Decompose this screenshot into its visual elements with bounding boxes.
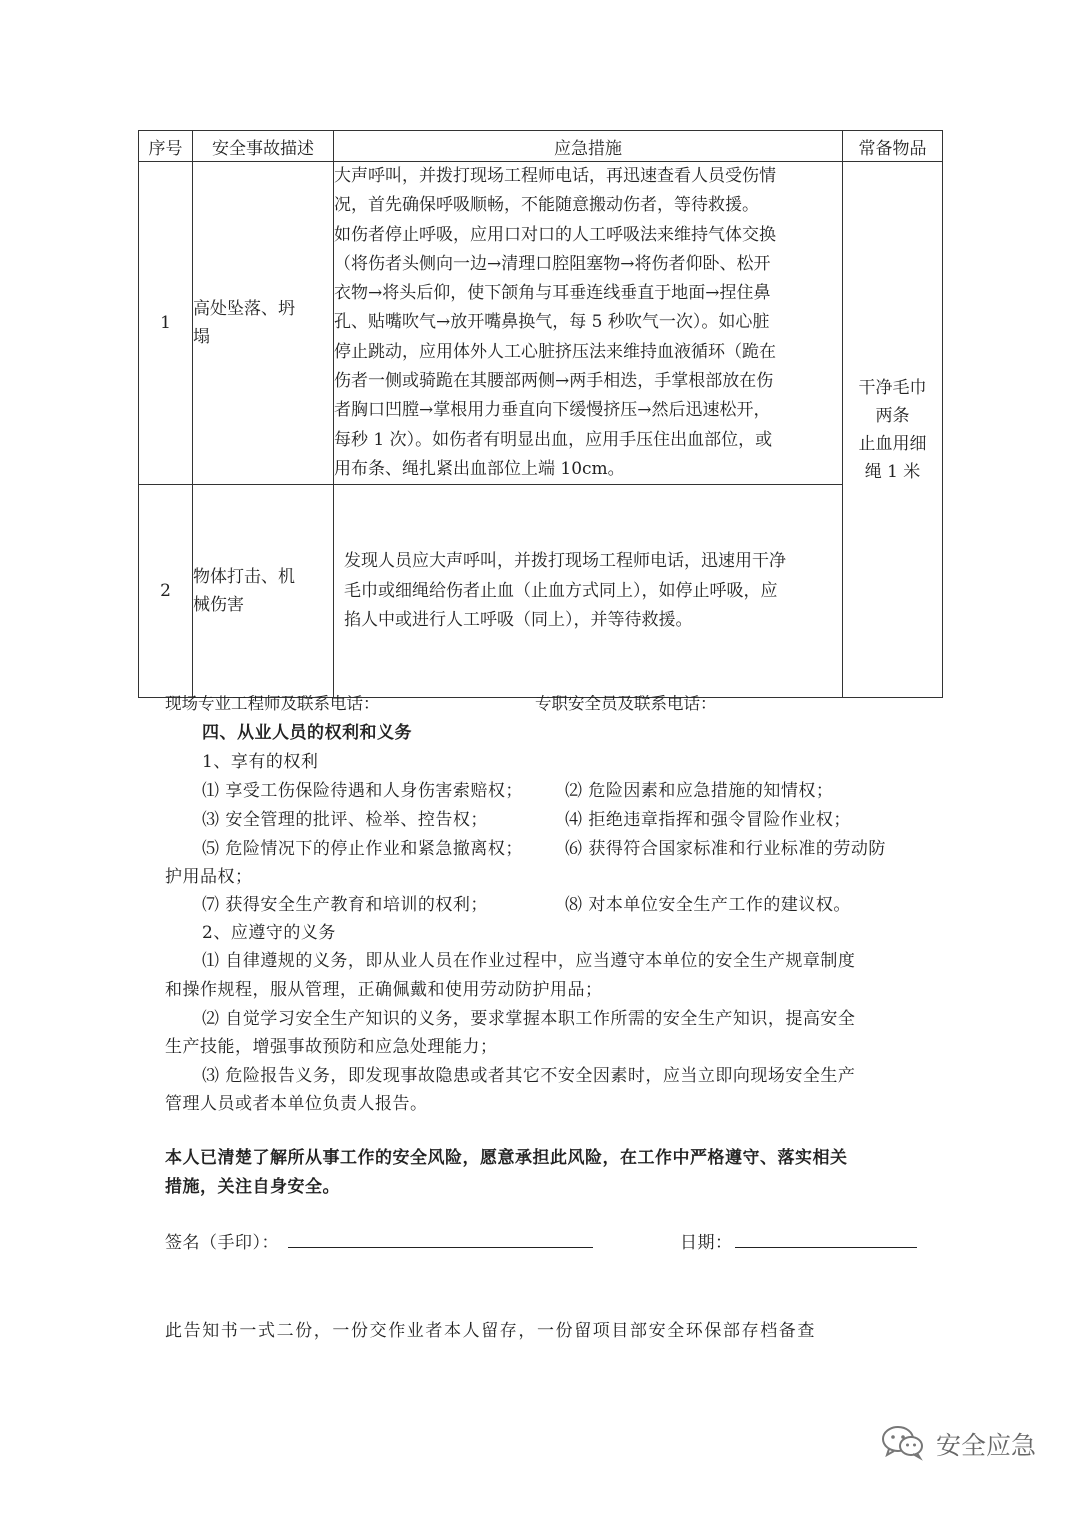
safety-officer-contact-label: 专职安全员及联系电话： [535, 694, 717, 713]
duty-item: ⑴ 自律遵规的义务，即从业人员在作业过程中，应当遵守本单位的安全生产规章制度 [202, 951, 856, 971]
duty-item-continued: 管理人员或者本单位负责人报告。 [165, 1094, 428, 1114]
row-1-description: 高处坠落、坍 塌 [193, 162, 334, 485]
duty-item-continued: 生产技能，增强事故预防和应急处理能力； [165, 1037, 498, 1057]
right-item: ⑸ 危险情况下的停止作业和紧急撤离权； [202, 839, 523, 859]
section-4-title: 四、从业人员的权利和义务 [202, 723, 412, 743]
date-label: 日期： [680, 1233, 733, 1253]
right-item: ⑵ 危险因素和应急措施的知情权； [565, 781, 834, 801]
right-item: ⑺ 获得安全生产教育和培训的权利； [202, 895, 488, 915]
duty-item: ⑵ 自觉学习安全生产知识的义务，要求掌握本职工作所需的安全生产知识，提高安全 [202, 1009, 856, 1029]
standby-supplies-cell: 干净毛巾 两条 止血用细 绳 1 米 [843, 162, 943, 698]
duties-title: 2、应遵守的义务 [202, 923, 336, 943]
right-item-continued: 护用品权； [165, 867, 253, 887]
duty-item-continued: 和操作规程，服从管理，正确佩戴和使用劳动防护用品； [165, 980, 603, 1000]
row-1-measures: 大声呼叫，并拨打现场工程师电话，再迅速查看人员受伤情 况，首先确保呼吸顺畅，不能随意搬动伤者，等待救援。 如伤者停止呼吸，应用口对口的人工呼吸法来维持气体交换 （将伤者头侧向一边→清理口腔阻塞物→将伤者仰卧、松开 衣物→将头后仰，使下颌角与耳垂连线垂直于地面→捏住鼻 孔、贴嘴吹气→放开嘴鼻换气，每 5 秒吹气一次）。如心脏 停止跳动，应用体外人工心脏挤压法来维持血液循环（跪在 伤者一侧或骑跪在其腰部两侧→两手相迭，手掌根部放在伤 者胸口凹膛→掌根用力垂直向下缓慢挤压→然后迅速松开， 每秒 1 次）。如伤者有明显出血，应用手压住出血部位，或 用布条、绳扎紧出血部位上端 10cm。 [334, 162, 843, 485]
watermark-text: 安全应急 [936, 1431, 1037, 1460]
row-2-number: 2 [139, 485, 193, 698]
header-emergency-measures: 应急措施 [334, 131, 843, 162]
footer-note: 此告知书一式二份，一份交作业者本人留存，一份留项目部安全环保部存档备查 [165, 1321, 816, 1341]
declaration-line: 本人已清楚了解所从事工作的安全风险，愿意承担此风险，在工作中严格遵守、落实相关 [165, 1148, 848, 1168]
signature-blank-line[interactable] [288, 1247, 593, 1248]
table-row [139, 485, 943, 698]
header-accident-description: 安全事故描述 [193, 131, 334, 162]
engineer-contact-label: 现场专业工程师及联系电话： [165, 694, 380, 713]
date-blank-line[interactable] [735, 1247, 917, 1248]
table-header-row [139, 131, 943, 162]
wechat-icon [880, 1423, 926, 1465]
declaration-line: 措施，关注自身安全。 [165, 1177, 340, 1197]
right-item: ⑹ 获得符合国家标准和行业标准的劳动防 [565, 839, 886, 859]
right-item: ⑴ 享受工伤保险待遇和人身伤害索赔权； [202, 781, 523, 801]
header-no: 序号 [139, 131, 193, 162]
row-2-description: 物体打击、机 械伤害 [193, 485, 334, 698]
duty-item: ⑶ 危险报告义务，即发现事故隐患或者其它不安全因素时，应当立即向现场安全生产 [202, 1066, 856, 1086]
header-standby-supplies: 常备物品 [843, 131, 943, 162]
watermark [880, 1424, 1036, 1464]
rights-title: 1、享有的权利 [202, 752, 319, 772]
right-item: ⑷ 拒绝违章指挥和强令冒险作业权； [565, 810, 851, 830]
row-1-number: 1 [139, 162, 193, 485]
signature-label: 签名（手印）： [165, 1233, 279, 1253]
right-item: ⑻ 对本单位安全生产工作的建议权。 [565, 895, 851, 915]
right-item: ⑶ 安全管理的批评、检举、控告权； [202, 810, 488, 830]
row-2-measures: 发现人员应大声呼叫，并拨打现场工程师电话，迅速用干净 毛巾或细绳给伤者止血（止血方式同上），如停止呼吸，应 掐人中或进行人工呼吸（同上），并等待救援。 [334, 485, 843, 698]
emergency-measures-table [138, 130, 943, 698]
table-row [139, 162, 943, 485]
